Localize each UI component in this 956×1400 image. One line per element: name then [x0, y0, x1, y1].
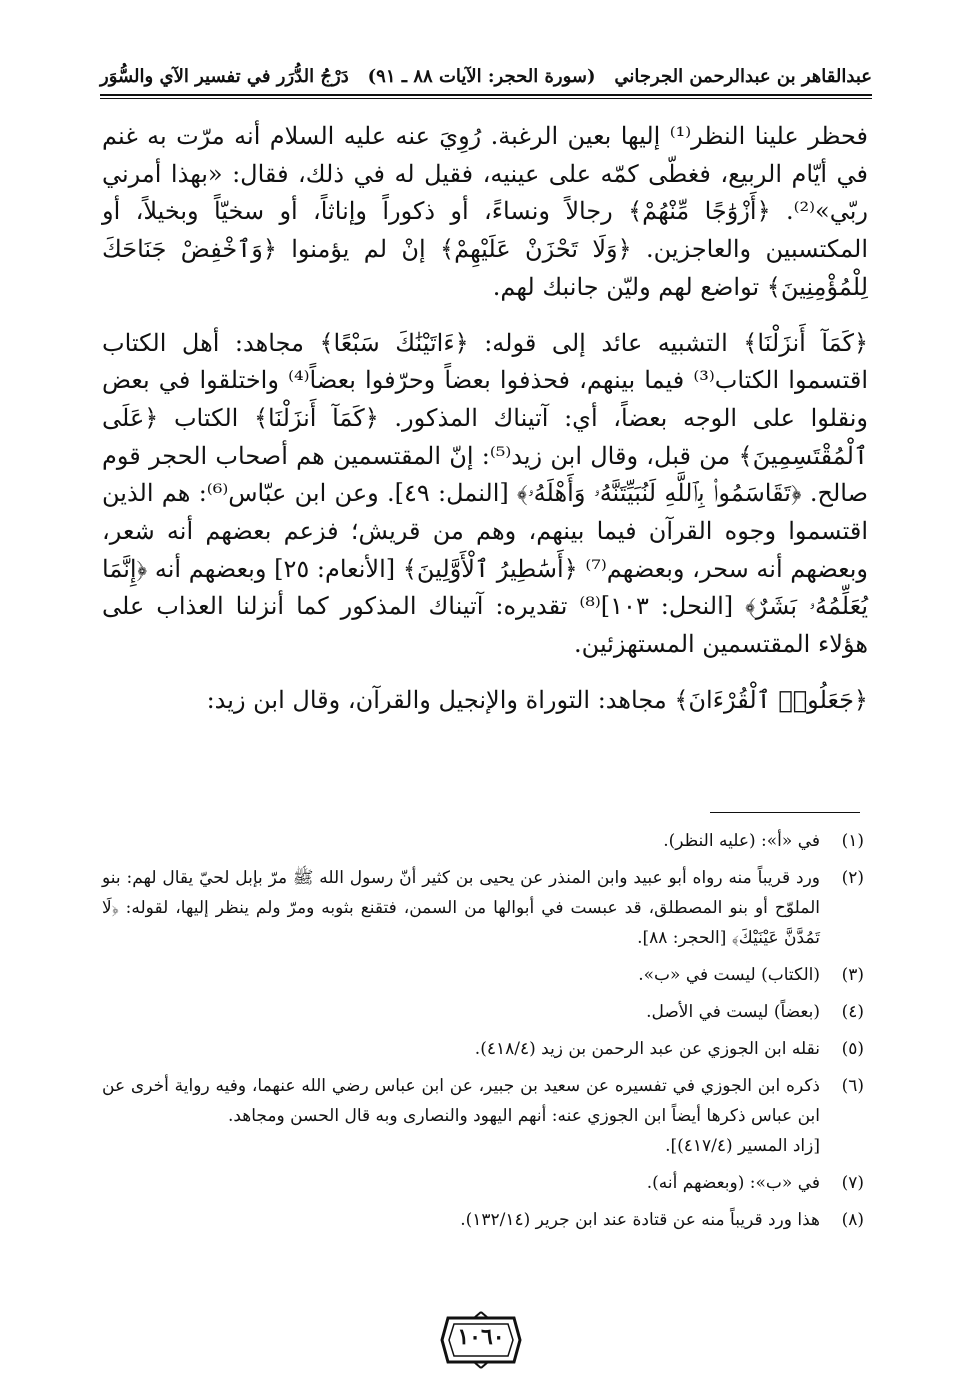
footnote-number: (٤) [841, 1002, 864, 1022]
footnote-number: (٧) [841, 1173, 864, 1193]
footnote-text: (بعضاً) ليست في الأصل. [646, 1002, 820, 1022]
footnote-text: في «ب»: (وبعضهم أنه). [646, 1173, 820, 1193]
header-book-title: دَرْجُ الدُّرَر في تفسير الآي والسُّوَر [100, 65, 349, 87]
paragraph-2: ﴿كَمَآ أَنزَلْنَا﴾ التشبيه عائد إلى قوله: ﴿ءَاتَيْنَٰكَ سَبْعًا﴾ مجاهد: أهل الكتاب اقتسموا الكتاب⁽³⁾ فيما بينهم، فحذفوا بعضاً وحرّفوا بعضاً⁽⁴⁾ واختلقوا في بعض ونقلوا على الوجه بعضاً، أي: آتيناك المذكور. ﴿كَمَآ أَنزَلْنَا﴾ الكتاب ﴿عَلَى ٱلْمُقْتَسِمِينَ﴾ من قبل، وقال ابن زيد⁽⁵⁾: إنّ المقتسمين هم أصحاب الحجر قوم صالح. ﴿تَقَاسَمُوا۟ بِٱللَّهِ لَنُبَيِّتَنَّهُۥ وَأَهْلَهُۥ﴾ [النمل: ٤٩]. وعن ابن عبّاس⁽⁶⁾: هم الذين اقتسموا وجوه القرآن فيما بينهم، وهم من قريش؛ فزعم بعضهم أنه شعر، وبعضهم أنه سحر، وبعضهم⁽⁷⁾ ﴿أَسَٰطِيرُ ٱلْأَوَّلِينَ﴾ [الأنعام: ٢٥] وبعضهم أنه ﴿إِنَّمَا يُعَلِّمُهُۥ بَشَرٌ﴾ [النحل: ١٠٣]⁽⁸⁾ تقديره: آتيناك المذكور كما أنزلنا العذاب على هؤلاء المقتسمين المستهزئين. [102, 328, 869, 659]
page-number-ornament [438, 1310, 524, 1370]
footnote-2 [102, 863, 864, 953]
footnote-separator [710, 812, 860, 813]
footnote-1 [102, 826, 864, 856]
footnote-8 [102, 1205, 864, 1235]
footnote-text: (الكتاب) ليست في «ب». [638, 965, 820, 985]
footnote-5 [102, 1034, 864, 1064]
footnote-6 [102, 1071, 864, 1131]
footnote-number: (٦) [841, 1076, 864, 1096]
footnote-7 [102, 1168, 864, 1198]
footnote-number: (٢) [841, 868, 864, 888]
footnote-number: (١) [841, 831, 864, 851]
header-rule-thin [100, 98, 872, 99]
footnote-text: ورد قريباً منه رواه أبو عبيد وابن المنذر عن يحيى بن كثير أنّ رسول الله ﷺ مرّ بإبل لحيّ يقال لهم: بنو الملوّح أو بنو المصطلق، قد عبست في أبوالها من السمن، فتقنع بثوبه ومرّ ولم ينظر إليها، لقوله: ﴿لَا تَمُدَّنَّ عَيْنَيْكَ﴾ [الحجر: ٨٨]. [102, 868, 820, 948]
header-rule [100, 94, 872, 96]
paragraph-3: ﴿جَعَلُوا۟ ٱلْقُرْءَانَ﴾ مجاهد: التوراة والإنجيل والقرآن، وقال ابن زيد: [206, 685, 868, 714]
running-header [100, 60, 872, 92]
footnote-text: ذكره ابن الجوزي في تفسيره عن سعيد بن جبير، عن ابن عباس رضي الله عنهما، وفيه رواية أخرى عن ابن عباس ذكرها أيضاً ابن الجوزي عنه: أنهم اليهود والنصارى وبه قال الحسن ومجاهد. [102, 1076, 820, 1126]
header-author: عبدالقاهر بن عبدالرحمن الجرجاني [614, 65, 872, 87]
footnote-3 [102, 960, 864, 990]
footnote-text: في «أ»: (عليه النظر). [663, 831, 820, 851]
footnote-6-source [102, 1131, 864, 1161]
footnote-text: هذا ورد قريباً منه عن قتادة عند ابن جرير (١٣٢/١٤). [460, 1210, 820, 1230]
main-text [102, 118, 868, 720]
footnote-number: (٨) [841, 1210, 864, 1230]
footnote-text: [زاد المسير (٤١٧/٤)]. [665, 1136, 820, 1156]
footnote-text: نقله ابن الجوزي عن عبد الرحمن بن زيد (٤١٨/٤). [474, 1039, 820, 1059]
footnote-number: (٣) [841, 965, 864, 985]
page-number: ١٠٦٠ [457, 1324, 505, 1350]
footnotes [102, 826, 864, 1242]
footnote-4 [102, 997, 864, 1027]
paragraph-1: فحظر علينا النظر⁽¹⁾ إليها بعين الرغبة. رُوِيَ عنه عليه السلام أنه مرّت به غنم في أيّام الربيع، فغطّى كمّه على عينيه، فقيل له في ذلك، فقال: «بهذا أمرني ربّي»⁽²⁾. ﴿أَزْوَٰجًا مِّنْهُمْ﴾ رجالاً ونساءً، أو ذكوراً وإناثاً، أو سخيّاً وبخيلاً، أو المكتسبين والعاجزين. ﴿وَلَا تَحْزَنْ عَلَيْهِمْ﴾ إنْ لم يؤمنوا ﴿وَٱخْفِضْ جَنَاحَكَ لِلْمُؤْمِنِينَ﴾ تواضع لهم وليّن جانبك لهم. [102, 122, 868, 301]
footnote-number: (٥) [841, 1039, 864, 1059]
header-section: (سورة الحجر: الآيات ٨٨ ـ ٩١) [367, 65, 596, 87]
